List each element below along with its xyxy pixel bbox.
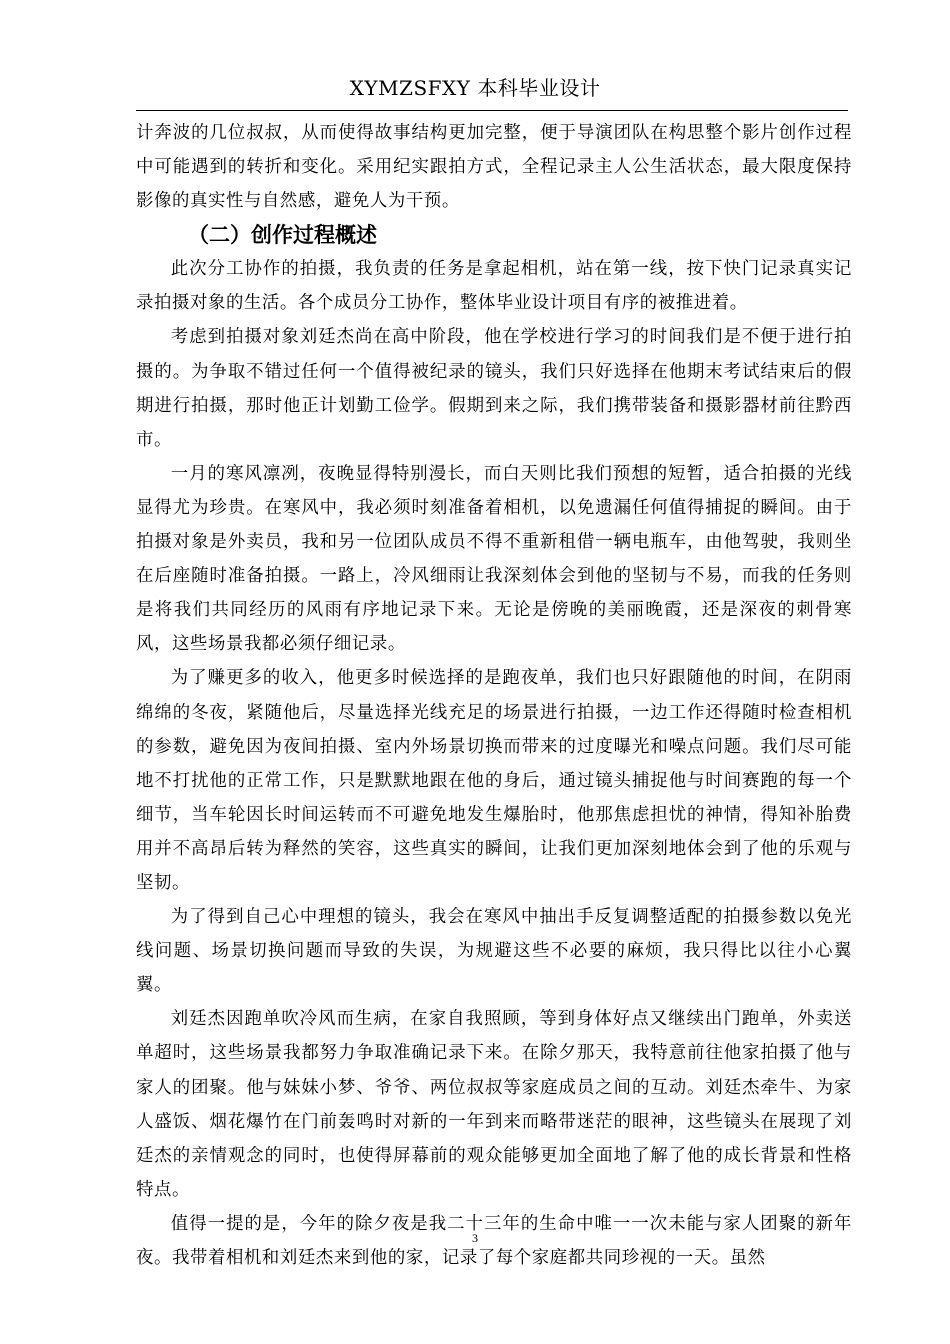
paragraph: 考虑到拍摄对象刘廷杰尚在高中阶段，他在学校进行学习的时间我们是不便于进行拍摄的。为争取不错过任何一个值得被纪录的镜头，我们只好选择在他期末考试结束后的假期进行拍摄，那时他正计划勤工俭学。假期到来之际，我们携带装备和摄影器材前往黔西市。 (136, 327, 852, 450)
paragraph: 为了得到自己心中理想的镜头，我会在寒风中抽出手反复调整适配的拍摄参数以免光线问题、场景切换问题而导致的失误，为规避这些不必要的麻烦，我只得比以往小心翼翼。 (136, 907, 852, 996)
page-header (0, 74, 950, 102)
continuation-paragraph: 计奔波的几位叔叔，从而使得故事结构更加完整，便于导演团队在构思整个影片创作过程中可能遇到的转折和变化。采用纪实跟拍方式，全程记录主人公生活状态，最大限度保持影像的真实性与自然感，避免人为干预。 (136, 123, 852, 212)
header-title: XYMZSFXY 本科毕业设计 (349, 76, 601, 100)
page-number: 3 (472, 1231, 478, 1245)
paragraph: 一月的寒风凛冽，夜晚显得特别漫长，而白天则比我们预想的短暂，适合拍摄的光线显得尤为珍贵。在寒风中，我必须时刻准备着相机，以免遗漏任何值得捕捉的瞬间。由于拍摄对象是外卖员，我和另一位团队成员不得不重新租借一辆电瓶车，由他驾驶，我则坐在后座随时准备拍摄。一路上，冷风细雨让我深刻体会到他的坚韧与不易，而我的任务则是将我们共同经历的风雨有序地记录下来。无论是傍晚的美丽晚霞，还是深夜的刺骨寒风，这些场景我都必须仔细记录。 (136, 463, 852, 655)
paragraph: 值得一提的是，今年的除夕夜是我二十三年的生命中唯一一次未能与家人团聚的新年夜。我带着相机和刘廷杰来到他的家，记录了每个家庭都共同珍视的一天。虽然 (136, 1213, 852, 1268)
section-title: （二）创作过程概述 (188, 223, 377, 248)
document-body (136, 116, 852, 1275)
paragraph: 刘廷杰因跑单吹冷风而生病，在家自我照顾，等到身体好点又继续出门跑单，外卖送单超时，这些场景我都努力争取准确记录下来。在除夕那天，我特意前往他家拍摄了他与家人的团聚。他与妹妹小梦、爷爷、两位叔叔等家庭成员之间的互动。刘廷杰牵牛、为家人盛饭、烟花爆竹在门前轰鸣时对新的一年到来而略带迷茫的眼神，这些镜头在展现了刘廷杰的亲情观念的同时，也使得屏幕前的观众能够更加全面地了解了他的成长背景和性格特点。 (136, 1009, 852, 1200)
paragraph: 为了赚更多的收入，他更多时候选择的是跑夜单，我们也只好跟随他的时间，在阴雨绵绵的冬夜，紧随他后，尽量选择光线充足的场景进行拍摄，一边工作还得随时检查相机的参数，避免因为夜间拍摄、室内外场景切换而带来的过度曝光和噪点问题。我们尽可能地不打扰他的正常工作，只是默默地跟在他的身后，通过镜头捕捉他与时间赛跑的每一个细节，当车轮因长时间运转而不可避免地发生爆胎时，他那焦虑担忧的神情，得知补胎费用并不高昂后转为释然的笑容，这些真实的瞬间，让我们更加深刻地体会到了他的乐观与坚韧。 (136, 668, 852, 893)
paragraph: 此次分工协作的拍摄，我负责的任务是拿起相机，站在第一线，按下快门记录真实记录拍摄对象的生活。各个成员分工协作，整体毕业设计项目有序的被推进着。 (136, 259, 852, 314)
header-rule (136, 110, 848, 111)
